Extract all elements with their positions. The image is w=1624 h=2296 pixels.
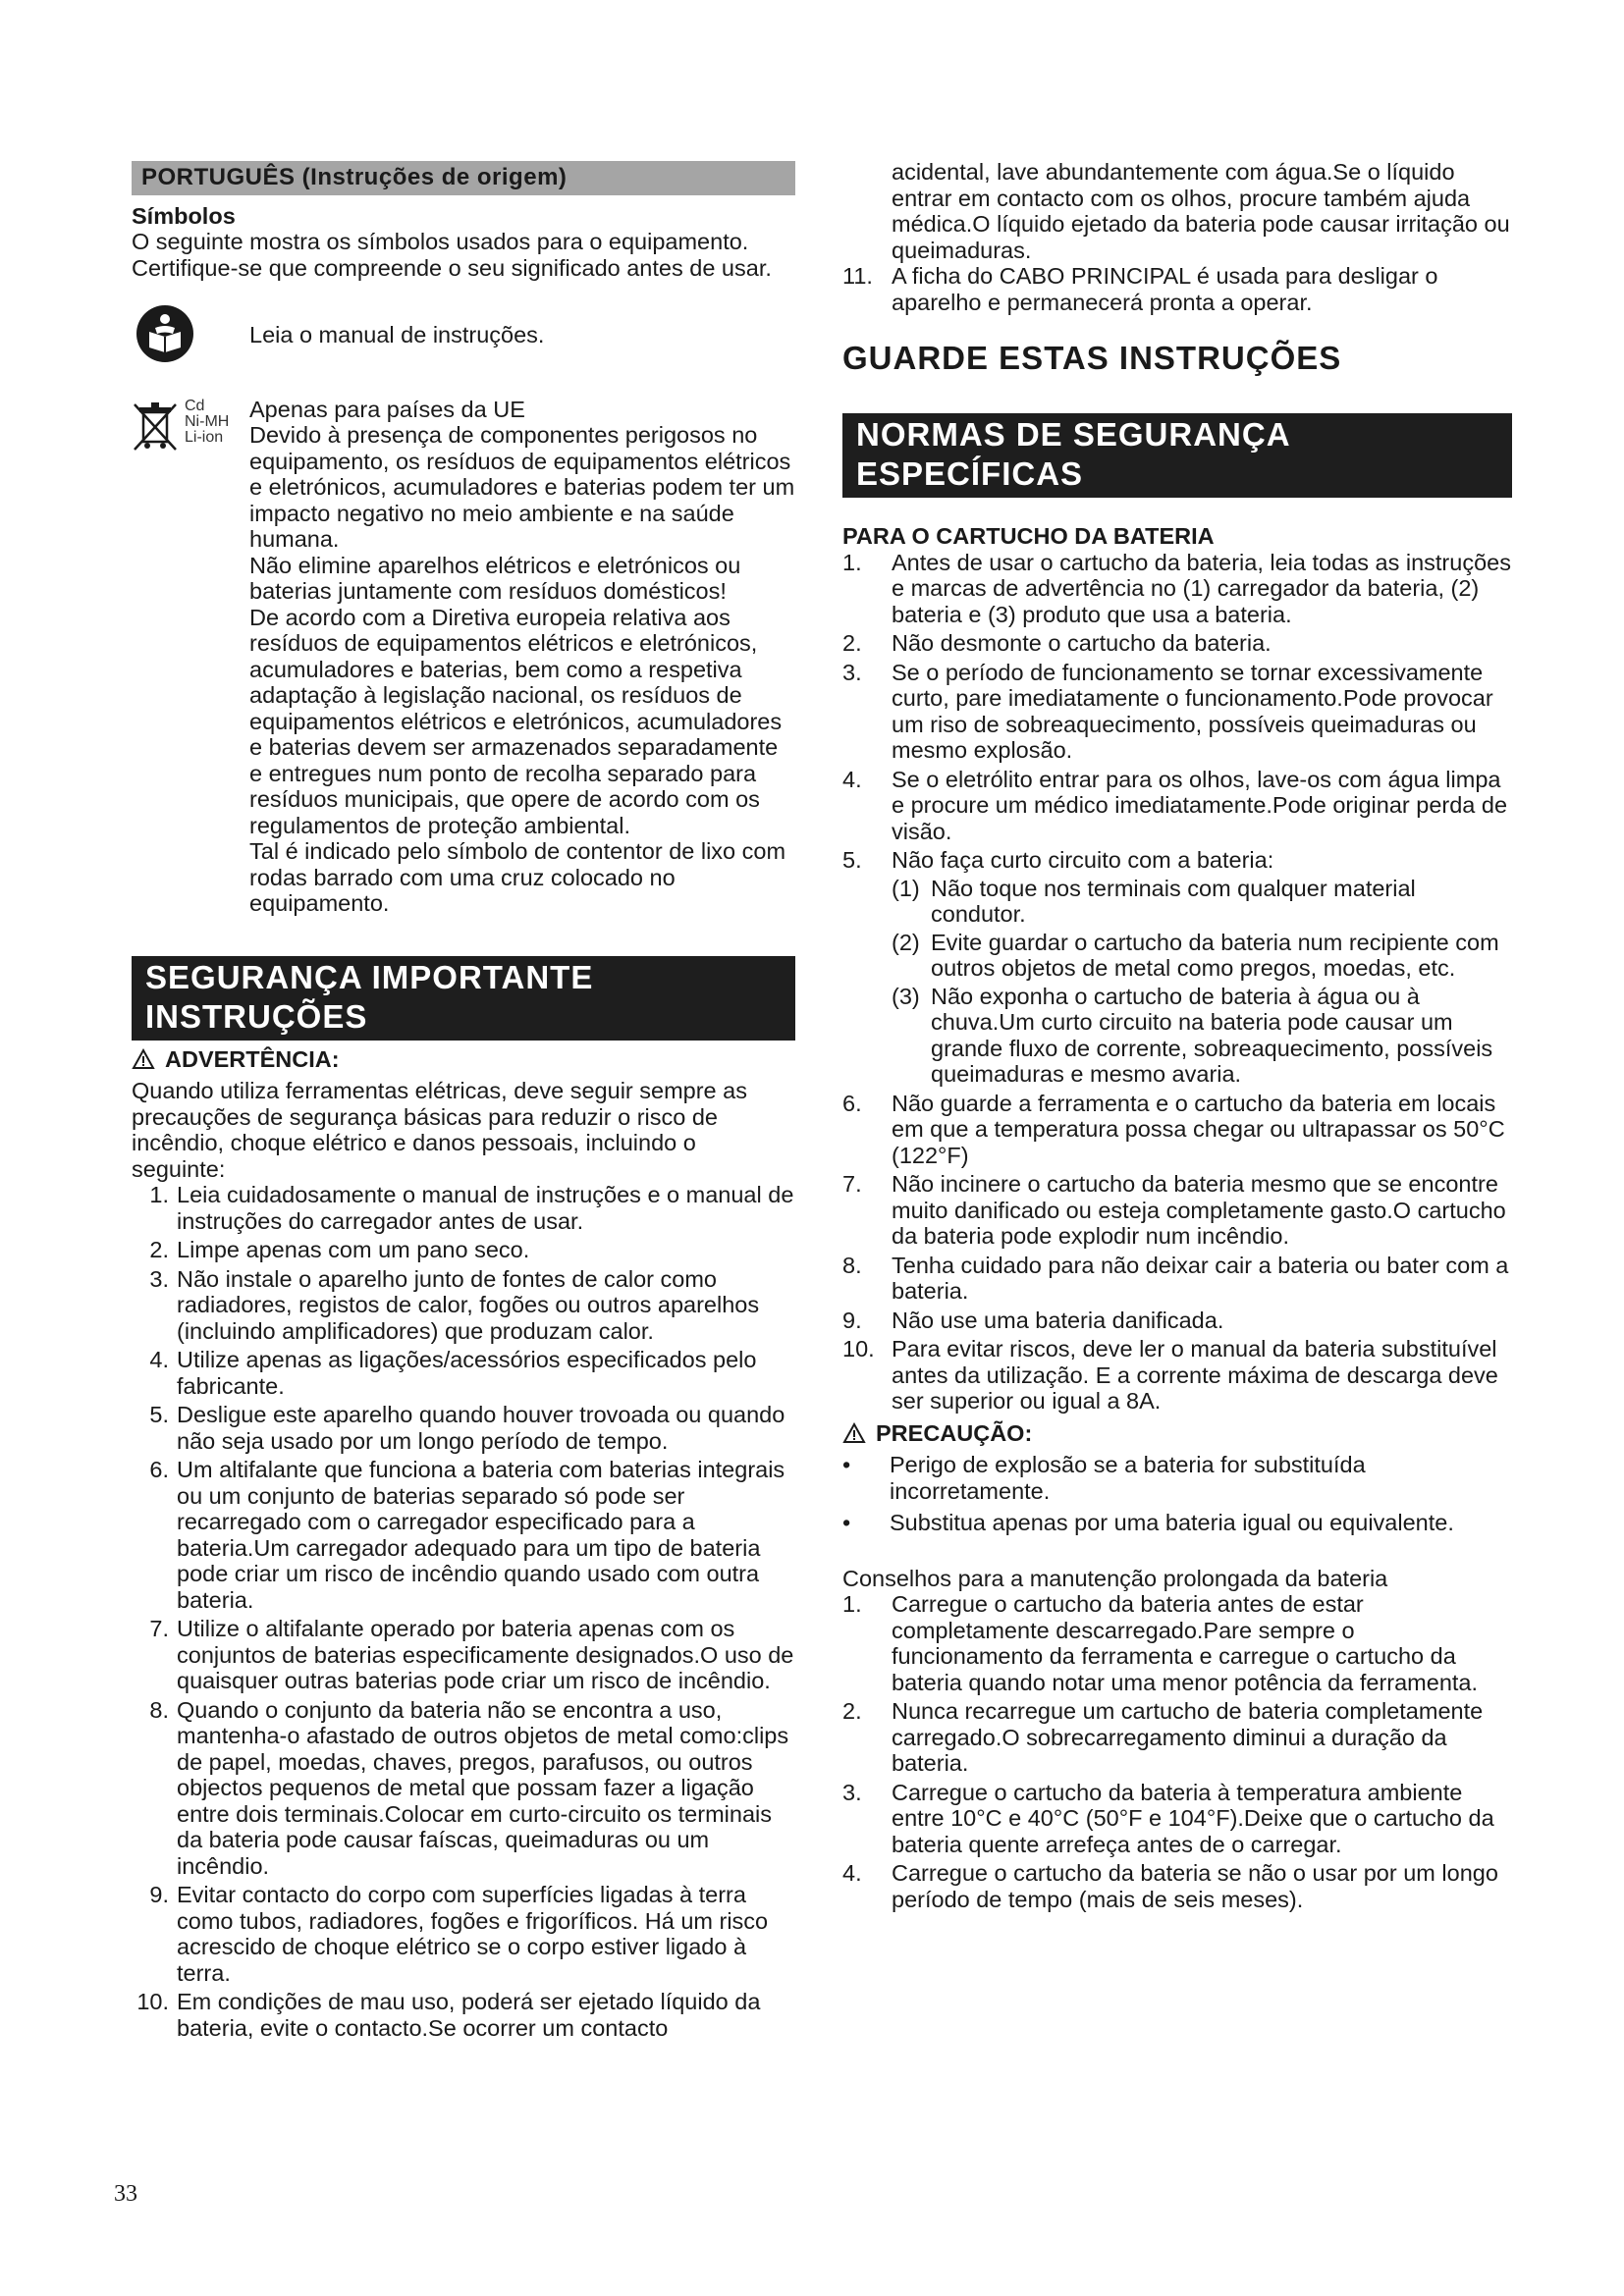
sub-item-text: Não exponha o cartucho de bateria à água ou à chuva.Um curto circuito na bateria pode causar um grande fluxo de corrente, sobreaquecimento, possíveis queimaduras e mesmo avaria. <box>931 983 1493 1087</box>
bullet-mark: • <box>842 1452 851 1477</box>
list-item <box>132 1989 795 2041</box>
item-number: 1. <box>842 549 862 575</box>
symbols-intro: O seguinte mostra os símbolos usados para o equipamento. Certifique-se que compreende o seu significado antes de usar. <box>132 229 772 281</box>
item-number: 8. <box>149 1696 169 1723</box>
item-number: 9. <box>149 1882 169 1907</box>
list-item <box>842 1336 1512 1415</box>
item-number: 2. <box>149 1237 169 1262</box>
item-number: 2. <box>842 630 862 656</box>
item-text: Utilize o altifalante operado por bateria apenas com os conjuntos de baterias especificamente designados.O uso de quaisquer outras baterias pode criar um risco de incêndio. <box>177 1616 794 1693</box>
manual-symbol-row <box>132 304 795 369</box>
bullet-item <box>842 1452 1512 1504</box>
caution-bullets <box>842 1452 1512 1536</box>
item-text: Limpe apenas com um pano seco. <box>177 1237 530 1262</box>
weee-text <box>249 397 795 917</box>
list-item <box>132 1402 795 1454</box>
safety-header-line-1: SEGURANÇA IMPORTANTE <box>145 958 594 995</box>
list-item <box>842 1860 1512 1912</box>
warning-triangle-icon <box>132 1048 155 1070</box>
cartridge-list <box>842 550 1512 1415</box>
item-text: Um altifalante que funciona a bateria com baterias integrais ou um conjunto de baterias separado só pode ser recarregado com o carregador especificado para a bateria.Um carregador adequado para um tipo de bateria pode criar um risco de incêndio quando usado com outra bateria. <box>177 1457 785 1613</box>
weee-symbol-row <box>132 397 795 917</box>
list-item <box>842 1308 1512 1334</box>
language-header: PORTUGUÊS (Instruções de origem) <box>132 161 795 195</box>
item-text: Não instale o aparelho junto de fontes de calor como radiadores, registos de calor, fogões ou outros aparelhos (incluindo amplificadores) que produzam calor. <box>177 1265 760 1344</box>
cartridge-title: PARA O CARTUCHO DA BATERIA <box>842 523 1215 549</box>
item-text-with-subitems <box>892 847 1512 1088</box>
item-text: Para evitar riscos, deve ler o manual da bateria substituível antes da utilização. E a corrente máxima de descarga deve ser superior ou igual a 8A. <box>892 1336 1498 1414</box>
sub-item-number: (1) <box>892 875 920 901</box>
list-item <box>132 1182 795 1234</box>
item-text: A ficha do CABO PRINCIPAL é usada para desligar o aparelho e permanecerá pronta a operar. <box>892 263 1438 315</box>
item-number: 3. <box>842 1779 862 1805</box>
weee-paragraph-3: De acordo com a Diretiva europeia relativa aos resíduos de equipamentos elétricos e eletrónicos, acumuladores e baterias, bem como a respetiva adaptação à legislação nacional, os resíduos de equipamentos elétricos e eletrónicos, acumuladores e baterias devem ser armazenados separadamente e entregues num ponto de recolha separado para resíduos municipais, que opere de acordo com os regulamentos de proteção ambiental. <box>249 604 783 838</box>
item-10-continuation: acidental, lave abundantemente com água.Se o líquido entrar em contacto com os olhos, procure também ajuda médica.O líquido ejetado da bateria pode causar irritação ou queimaduras. <box>892 159 1510 263</box>
item-text: Leia cuidadosamente o manual de instruções e o manual de instruções do carregador antes de usar. <box>177 1182 794 1234</box>
item-text: Se o período de funcionamento se tornar excessivamente curto, pare imediatamente o funcionamento.Pode provocar um riso de sobreaquecimento, possíveis queimaduras ou mesmo explosão. <box>892 659 1493 763</box>
general-safety-list <box>132 1182 795 2041</box>
warning-triangle-icon <box>842 1422 866 1444</box>
symbols-title: Símbolos <box>132 202 236 229</box>
item-text: Utilize apenas as ligações/acessórios especificados pelo fabricante. <box>177 1347 757 1399</box>
sub-item-text: Evite guardar o cartucho da bateria num recipiente com outros objetos de metal como pregos, moedas, etc. <box>931 929 1499 981</box>
item-number: 2. <box>842 1698 862 1724</box>
item-number: 5. <box>149 1402 169 1427</box>
bullet-text: Perigo de explosão se a bateria for substituída incorretamente. <box>890 1452 1366 1504</box>
list-item <box>842 847 1512 1088</box>
read-manual-icon <box>132 304 249 369</box>
item-number: 3. <box>842 659 862 685</box>
warning-label: ADVERTÊNCIA: <box>165 1045 340 1072</box>
item-text: Antes de usar o cartucho da bateria, leia todas as instruções e marcas de advertência no (1) carregador da bateria, (2) bateria e (3) produto que usa a bateria. <box>892 549 1511 627</box>
item-text: Quando o conjunto da bateria não se encontra a uso, mantenha-o afastado de outros objetos de metal como:clips de papel, moedas, chaves, pregos, parafusos, ou outros objectos pequenos de metal que possam fazer a ligação entre dois terminais.Colocar em curto-circuito os terminais da bateria pode causar faíscas, queimaduras ou um incêndio. <box>177 1696 789 1879</box>
maintenance-title: Conselhos para a manutenção prolongada da bateria <box>842 1565 1388 1591</box>
item-text: Não faça curto circuito com a bateria: <box>892 847 1274 873</box>
weee-label-liion: Li-ion <box>185 428 224 446</box>
list-item <box>842 263 1512 315</box>
sub-item <box>892 930 1512 982</box>
list-item <box>132 1266 795 1345</box>
list-item <box>842 1698 1512 1777</box>
weee-label-cd: Cd <box>185 397 205 414</box>
item-number: 10. <box>842 1336 875 1362</box>
item-text: Se o eletrólito entrar para os olhos, lave-os com água limpa e procure um médico imediatamente.Pode originar perda de visão. <box>892 766 1508 844</box>
warning-intro: Quando utiliza ferramentas elétricas, deve seguir sempre as precauções de segurança básicas para reduzir o risco de incêndio, choque elétrico e danos pessoais, incluindo o seguinte: <box>132 1078 747 1182</box>
weee-label-nimh: Ni-MH <box>185 412 230 430</box>
item-number: 5. <box>842 847 862 873</box>
list-item <box>132 1237 795 1263</box>
weee-paragraph-1: Devido à presença de componentes perigosos no equipamento, os resíduos de equipamentos elétricos e eletrónicos, acumuladores e baterias podem ter um impacto negativo no meio ambiente e na saúde humana. <box>249 422 795 552</box>
item-text: Evitar contacto do corpo com superfícies ligadas à terra como tubos, radiadores, fogões e frigoríficos. Há um risco acrescido de choque elétrico se o corpo estiver ligado à terra. <box>177 1882 769 1986</box>
sub-item-text: Não toque nos terminais com qualquer material condutor. <box>931 875 1416 927</box>
item-number: 4. <box>842 766 862 792</box>
save-instructions-title: GUARDE ESTAS INSTRUÇÕES <box>842 340 1342 376</box>
item-text: Não use uma bateria danificada. <box>892 1307 1224 1333</box>
safety-header <box>132 956 795 1041</box>
weee-paragraph-2: Não elimine aparelhos elétricos e eletrónicos ou baterias juntamente com resíduos domésticos! <box>249 552 741 604</box>
item-text: Não guarde a ferramenta e o cartucho da bateria em locais em que a temperatura possa chegar ou ultrapassar os 50°C (122°F) <box>892 1090 1505 1168</box>
item-number: 1. <box>149 1182 169 1207</box>
list-item <box>842 630 1512 657</box>
caution-heading <box>842 1420 1512 1447</box>
left-column <box>132 157 795 2044</box>
specific-header-line-2: ESPECÍFICAS <box>856 455 1084 492</box>
caution-label: PRECAUÇÃO: <box>876 1419 1033 1446</box>
list-item <box>842 1091 1512 1169</box>
sub-item <box>892 876 1512 928</box>
list-item <box>842 1171 1512 1250</box>
item-number: 10. <box>136 1989 169 2014</box>
sub-item-number: (2) <box>892 929 920 955</box>
item-number: 11. <box>842 263 873 289</box>
list-item <box>842 767 1512 845</box>
item-text: Não incinere o cartucho da bateria mesmo que se encontre muito danificado ou esteja completamente gasto.O cartucho da bateria pode explodir num incêndio. <box>892 1171 1506 1249</box>
item-text: Desligue este aparelho quando houver trovoada ou quando não seja usado por um longo período de tempo. <box>177 1402 785 1454</box>
item-number: 1. <box>842 1591 862 1617</box>
item-number: 3. <box>149 1265 169 1292</box>
item-number: 8. <box>842 1252 862 1278</box>
bullet-item <box>842 1510 1512 1536</box>
item-number: 4. <box>842 1860 862 1886</box>
list-item <box>842 1591 1512 1695</box>
weee-title: Apenas para países da UE <box>249 396 525 422</box>
item-text: Carregue o cartucho da bateria à temperatura ambiente entre 10°C e 40°C (50°F e 104°F).Deixe que o cartucho da bateria quente arrefeça antes de o carregar. <box>892 1779 1494 1857</box>
safety-header-line-2: INSTRUÇÕES <box>145 997 368 1035</box>
list-item <box>132 1882 795 1986</box>
bullet-mark: • <box>842 1510 851 1535</box>
weee-paragraph-4: Tal é indicado pelo símbolo de contentor de lixo com rodas barrado com uma cruz colocado no equipamento. <box>249 838 786 916</box>
item-text: Carregue o cartucho da bateria antes de estar completamente descarregado.Pare sempre o funcionamento da ferramenta e carregue o cartucho da bateria quando notar uma menor potência da ferramenta. <box>892 1591 1479 1695</box>
list-item <box>132 1347 795 1399</box>
item-text: Tenha cuidado para não deixar cair a bateria ou bater com a bateria. <box>892 1252 1509 1304</box>
item-number: 7. <box>842 1171 862 1197</box>
item-text: Nunca recarregue um cartucho de bateria completamente carregado.O sobrecarregamento diminui a duração da bateria. <box>892 1698 1484 1776</box>
page-number: 33 <box>114 2181 137 2207</box>
sub-item <box>892 984 1512 1088</box>
sub-item-number: (3) <box>892 983 920 1009</box>
item-text: Não desmonte o cartucho da bateria. <box>892 630 1272 656</box>
list-item <box>842 660 1512 764</box>
warning-heading <box>132 1046 795 1073</box>
list-item <box>842 1253 1512 1305</box>
list-item <box>132 1697 795 1880</box>
list-item <box>132 1457 795 1613</box>
item-number: 7. <box>149 1616 169 1641</box>
item-number: 6. <box>149 1457 169 1482</box>
right-column <box>842 159 1512 1915</box>
manual-symbol-text: Leia o manual de instruções. <box>249 322 545 347</box>
item-text: Carregue o cartucho da bateria se não o usar por um longo período de tempo (mais de seis meses). <box>892 1860 1498 1912</box>
item-number: 4. <box>149 1347 169 1372</box>
specific-rules-header <box>842 413 1512 498</box>
item-number: 9. <box>842 1307 862 1333</box>
list-item <box>842 1780 1512 1858</box>
item-11-list <box>842 263 1512 315</box>
list-item <box>842 550 1512 628</box>
bullet-text: Substitua apenas por uma bateria igual ou equivalente. <box>890 1510 1454 1535</box>
list-item <box>132 1616 795 1694</box>
maintenance-list <box>842 1591 1512 1912</box>
item-text: Em condições de mau uso, poderá ser ejetado líquido da bateria, evite o contacto.Se ocorrer um contacto <box>177 1989 761 2041</box>
item-number: 6. <box>842 1090 862 1116</box>
specific-header-line-1: NORMAS DE SEGURANÇA <box>856 416 1291 453</box>
